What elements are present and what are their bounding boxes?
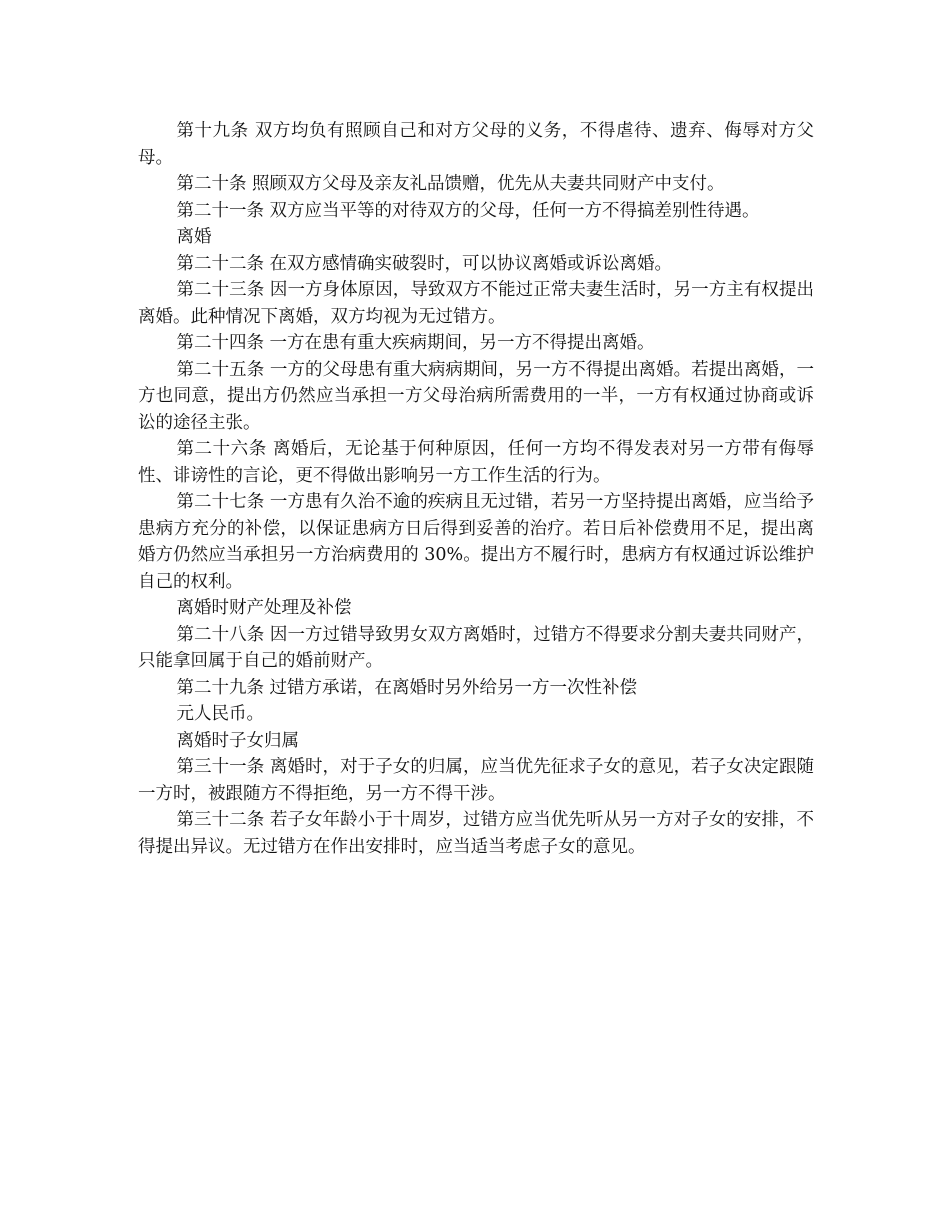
section-heading-children: 离婚时子女归属 bbox=[176, 730, 299, 751]
article-26: 第二十六条 离婚后，无论基于何种原因，任何一方均不得发表对另一方带有侮辱性、诽谤性的言论，更不得做出影响另一方工作生活的行为。 bbox=[138, 439, 814, 486]
section-heading-property: 离婚时财产处理及补偿 bbox=[176, 598, 352, 618]
article-28: 第二十八条 因一方过错导致男女双方离婚时，过错方不得要求分割夫妻共同财产，只能拿回属于自己的婚前财产。 bbox=[138, 624, 814, 671]
article-24: 第二十四条 一方在患有重大疾病期间，另一方不得提出离婚。 bbox=[176, 333, 655, 353]
document-page bbox=[138, 118, 814, 860]
article-22: 第二十二条 在双方感情确实破裂时，可以协议离婚或诉讼离婚。 bbox=[176, 253, 673, 274]
article-29: 第二十九条 过错方承诺，在离婚时另外给另一方一次性补偿 bbox=[176, 677, 638, 698]
article-25: 第二十五条 一方的父母患有重大病病期间，另一方不得提出离婚。若提出离婚，一方也同意，提出方仍然应当承担一方父母治病所需费用的一半，一方有权通过协商或诉讼的途径主张。 bbox=[138, 359, 814, 433]
article-31: 第三十一条 离婚时，对于子女的归属，应当优先征求子女的意见，若子女决定跟随一方时，被跟随方不得拒绝，另一方不得干涉。 bbox=[138, 757, 814, 804]
article-21: 第二十一条 双方应当平等的对待双方的父母，任何一方不得搞差别性待遇。 bbox=[176, 200, 760, 221]
article-32: 第三十二条 若子女年龄小于十周岁，过错方应当优先听从另一方对子女的安排，不得提出异议。无过错方在作出安排时，应当适当考虑子女的意见。 bbox=[138, 810, 814, 857]
article-23: 第二十三条 因一方身体原因，导致双方不能过正常夫妻生活时，另一方主有权提出离婚。此种情况下离婚，双方均视为无过错方。 bbox=[138, 280, 814, 327]
article-27: 第二十七条 一方患有久治不逾的疾病且无过错，若另一方坚持提出离婚，应当给予患病方充分的补偿，以保证患病方日后得到妥善的治疗。若日后补偿费用不足，提出离婚方仍然应当承担另一方治病费用的 30%。提出方不履行时，患病方有权通过诉讼维护自己的权利。 bbox=[138, 492, 814, 592]
section-heading-divorce: 离婚 bbox=[176, 227, 212, 247]
article-29-continuation: 元人民币。 bbox=[176, 704, 264, 724]
article-19: 第十九条 双方均负有照顾自己和对方父母的义务，不得虐待、遗弃、侮辱对方父母。 bbox=[138, 121, 814, 168]
article-20: 第二十条 照顾双方父母及亲友礼品馈赠，优先从夫妻共同财产中支付。 bbox=[176, 174, 725, 194]
